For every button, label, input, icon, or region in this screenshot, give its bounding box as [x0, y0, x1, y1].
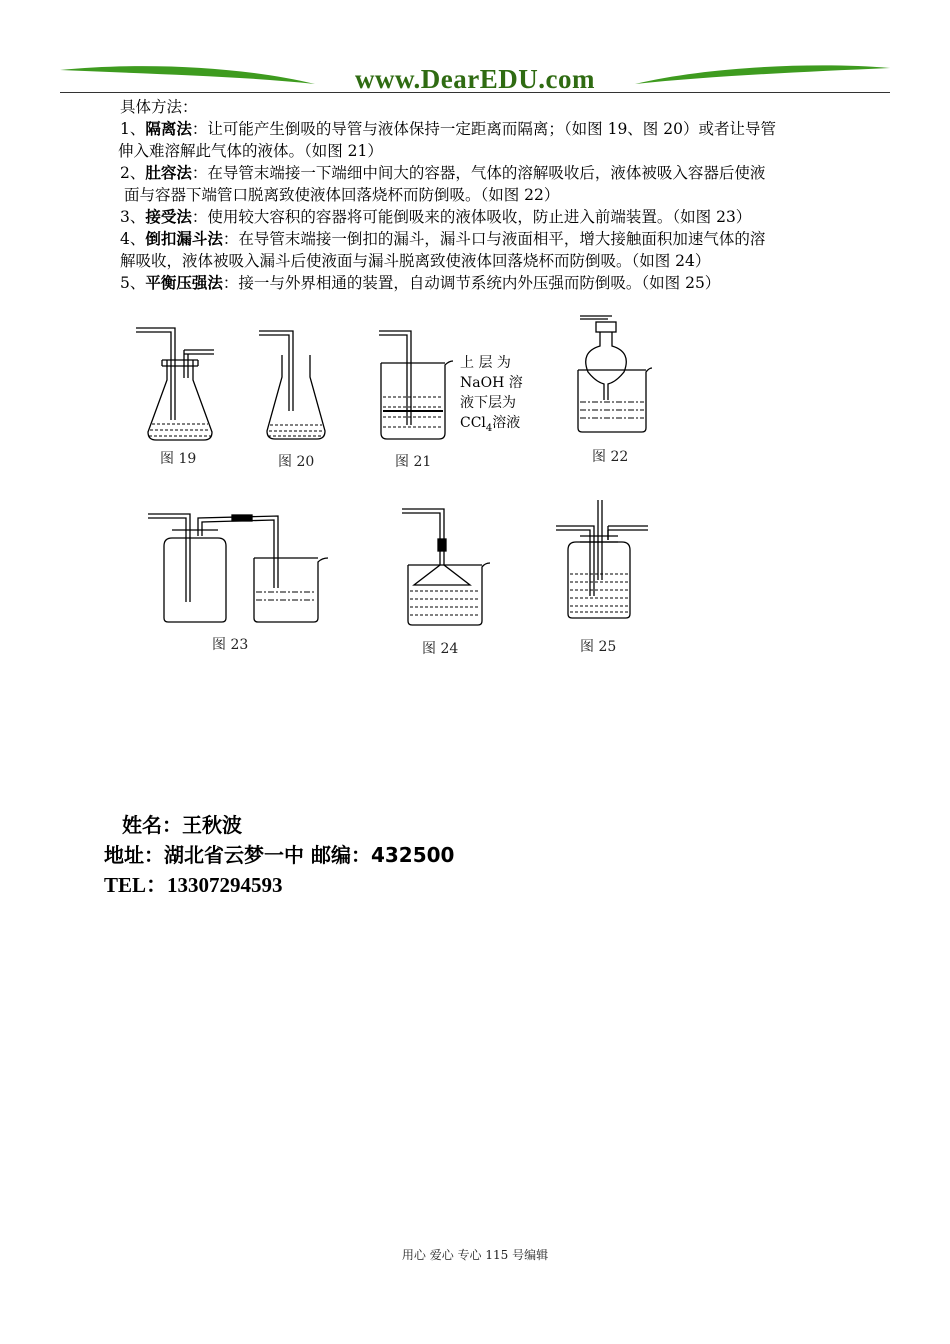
caption-fig24: 图 24	[422, 641, 459, 657]
method-4-cont: 解吸收，液体被吸入漏斗后使液面与漏斗脱离致使液体回落烧杯而防倒吸。（如图 24）	[120, 252, 711, 270]
method-4: 4、倒扣漏斗法：在导管末端接一倒扣的漏斗，漏斗口与液面相平，增大接触面积加速气体的溶	[120, 229, 766, 248]
method-2-cont: 面与容器下端管口脱离致使液体回落烧杯而防倒吸。（如图 22）	[124, 186, 560, 204]
author-name: 姓名：王秋波	[122, 813, 242, 837]
method-2: 2、肚容法：在导管末端接一下端细中间大的容器，气体的溶解吸收后，液体被吸入容器后使液	[120, 163, 766, 182]
caption-fig22: 图 22	[592, 449, 629, 465]
safety-bottle-apparatus-23	[146, 506, 336, 628]
method-5: 5、平衡压强法：接一与外界相通的装置，自动调节系统内外压强而防倒吸。（如图 25）	[120, 273, 721, 292]
inverted-funnel-apparatus-24	[400, 503, 492, 631]
author-phone: TEL：13307294593	[104, 873, 283, 897]
site-logo-text[interactable]: www.DearEDU.com	[355, 64, 595, 94]
intro-line: 具体方法：	[120, 98, 198, 116]
beaker-apparatus-21	[375, 325, 455, 447]
caption-fig20: 图 20	[278, 454, 315, 470]
caption-fig23: 图 23	[212, 637, 249, 653]
caption-fig21: 图 21	[395, 454, 432, 470]
header-rule	[60, 92, 890, 93]
flask-apparatus-19	[130, 320, 230, 446]
caption-fig19: 图 19	[160, 451, 197, 467]
method-3: 3、接受法：使用较大容积的容器将可能倒吸来的液体吸收，防止进入前端装置。（如图 23）	[120, 207, 752, 226]
page-footer: 用心 爱心 专心 115 号编辑	[401, 1248, 549, 1262]
method-1-cont: 伸入难溶解此气体的液体。（如图 21）	[118, 142, 383, 160]
method-list	[120, 96, 892, 294]
author-contact	[104, 810, 454, 900]
bulb-apparatus-22	[572, 312, 654, 436]
flask-apparatus-20	[255, 325, 335, 447]
pressure-balance-apparatus-25	[552, 500, 650, 622]
author-address: 地址：湖北省云梦一中 邮编：432500	[104, 843, 455, 867]
method-1: 1、隔离法：让可能产生倒吸的导管与液体保持一定距离而隔离；（如图 19、图 20）或者让导管	[120, 119, 776, 138]
fig21-annotation: 上 层 为 NaOH 溶 液下层为 CCl$_4$溶液	[460, 355, 523, 434]
caption-fig25: 图 25	[580, 639, 617, 655]
